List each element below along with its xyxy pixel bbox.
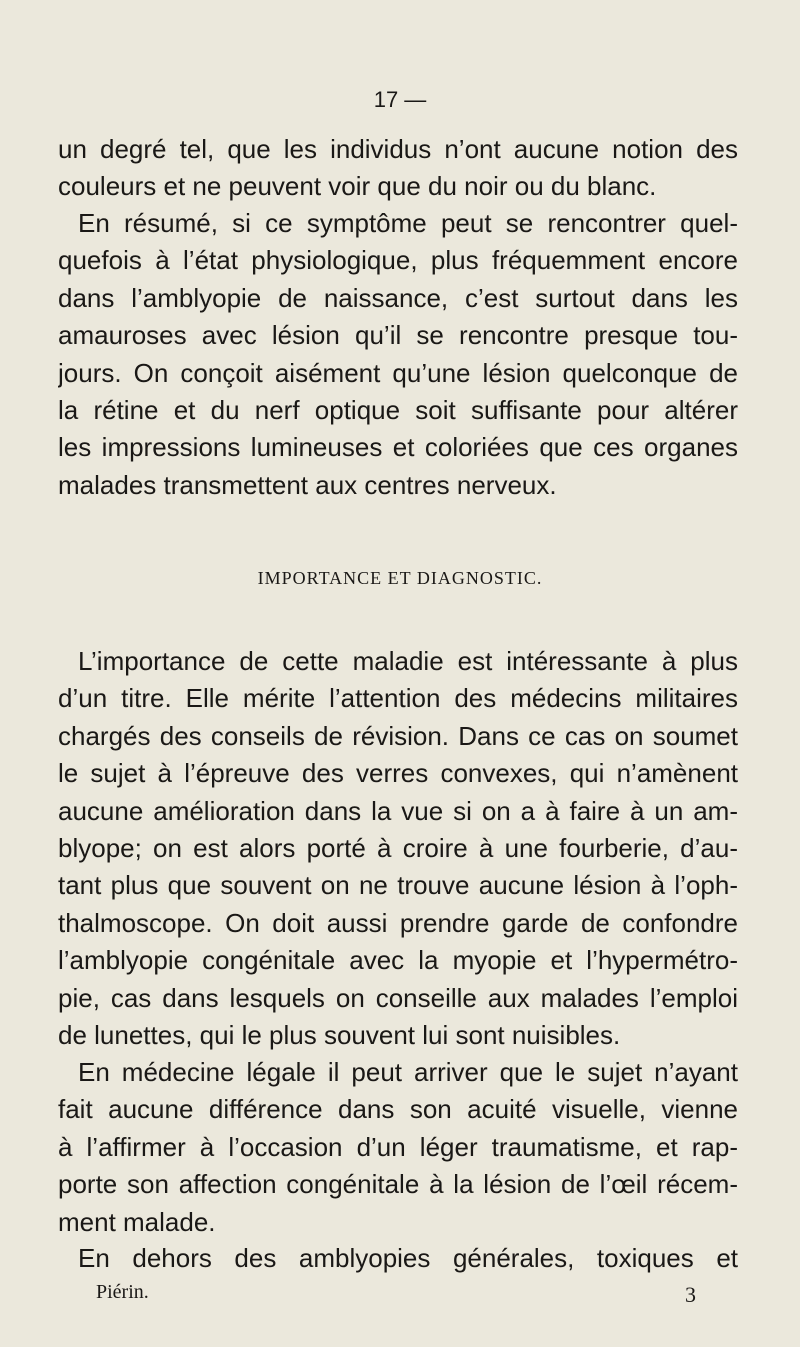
text-line: la rétine et du nerf optique soit suffisante pour altérer — [58, 395, 738, 426]
text-line: amauroses avec lésion qu’il se rencontre presque tou- — [58, 320, 738, 351]
paragraph-3 — [58, 643, 738, 1054]
text-line: couleurs et ne peuvent voir que du noir ou du blanc. — [58, 171, 657, 202]
text-line: un degré tel, que les individus n’ont aucune notion des — [58, 134, 738, 164]
text-line: En résumé, si ce symptôme peut se rencontrer quel- — [78, 208, 738, 238]
text-line: aucune amélioration dans la vue si on a à faire à un am- — [58, 795, 738, 826]
text-line: tant plus que souvent on ne trouve aucune lésion à l’oph- — [58, 870, 738, 901]
text-line: blyope; on est alors porté à croire à une fourberie, d’au- — [58, 833, 738, 864]
text-line: les impressions lumineuses et coloriées que ces organes — [58, 432, 738, 463]
paragraph-5 — [58, 1240, 738, 1277]
signature-mark: Piérin. — [96, 1281, 149, 1303]
text-line: ment malade. — [58, 1206, 216, 1237]
paragraph-1 — [58, 131, 738, 206]
text-line: l’amblyopie congénitale avec la myopie et l’hypermétro- — [58, 945, 738, 976]
text-line: En médecine légale il peut arriver que le sujet n’ayant — [78, 1057, 738, 1087]
text-line: d’un titre. Elle mérite l’attention des médecins militaires — [58, 683, 738, 714]
text-line: jours. On conçoit aisément qu’une lésion quelconque de — [58, 357, 738, 388]
text-line: porte son affection congénitale à la lésion de l’œil récem- — [58, 1169, 738, 1200]
text-line: quefois à l’état physiologique, plus fréquemment encore — [58, 245, 738, 276]
signature-number: 3 — [685, 1282, 696, 1307]
paragraph-4 — [58, 1054, 738, 1241]
text-line: à l’affirmer à l’occasion d’un léger traumatisme, et rap- — [58, 1131, 738, 1162]
text-line: En dehors des amblyopies générales, toxiques et — [78, 1243, 738, 1273]
paragraph-2 — [58, 205, 738, 504]
section-heading: IMPORTANCE ET DIAGNOSTIC. — [257, 568, 543, 588]
page-header: 17 — — [373, 87, 427, 112]
text-line: de lunettes, qui le plus souvent lui sont nuisibles. — [58, 1020, 621, 1051]
text-line: chargés des conseils de révision. Dans ce cas on soumet — [58, 720, 738, 751]
text-line: dans l’amblyopie de naissance, c’est surtout dans les — [58, 282, 738, 313]
text-line: L’importance de cette maladie est intéressante à plus — [78, 646, 738, 676]
text-line: pie, cas dans lesquels on conseille aux malades l’emploi — [58, 982, 738, 1013]
text-line: fait aucune différence dans son acuité visuelle, vienne — [58, 1094, 738, 1125]
text-line: le sujet à l’épreuve des verres convexes, qui n’amènent — [58, 758, 738, 789]
text-line: malades transmettent aux centres nerveux. — [58, 469, 557, 500]
text-line: thalmoscope. On doit aussi prendre garde de confondre — [58, 907, 738, 938]
